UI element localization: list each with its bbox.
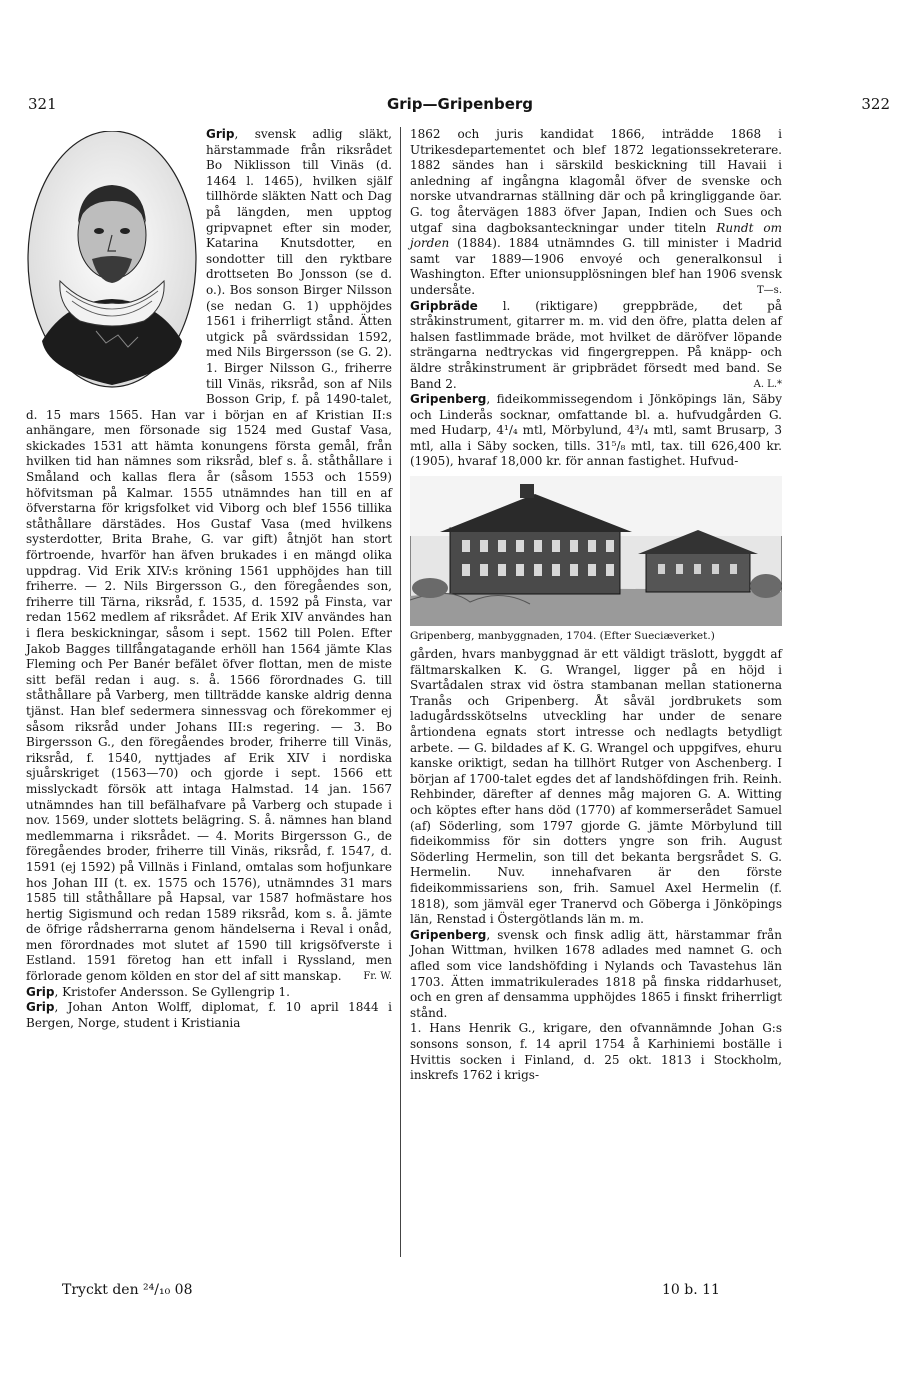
entry-text: , svensk adlig släkt, härstammade från riksrådet Bo Niklisson till Vinäs (d. 1464 l. 1465), hvilken själf tillhörde släkten Natt och Dag på längden, men upptog gripvapnet efter sin moder, Katarina Knutsdotter, en sondotter till den ryktbare drottseten Bo Jonsson (se d. o.). Bos sonson Birger Nilsson (se nedan G. 1) upphöjdes 1561 i friherrligt stånd. Ätten utgick på svärdssidan 1592, med Nils Birgersson (se G. 2). 1. Birger Nilsson G., friherre till Vinäs, riksråd, son af Nils Bosson Grip, f. på 1490-talet, d. 15 mars 1565. Han var i början en af Kristian II:s anhängare, men försonade sig 1524 med Gustaf Vasa, skickades 1531 att hämta konungens första gemål, från hvilken tid han nämnes som riksråd, blef s. å. ståthållare i Småland och kallas flera år (såsom 1553 och 1559) höfvitsman på Kalmar. 1555 utnämndes han till en af öfverstarna för krigsfolket vid Viborg och blef 1556 tillika ståthållare därstädes. Hos Gustaf Vasa (med hvilkens systerdotter, Brita Brahe, G. var gift) åtnjöt han stort förtroende, hvarför han äfven brukades i en mängd olika uppdrag. Vid Erik XIV:s kröning 1561 upphöjdes han till friherre. — 2. Nils Birgersson G., den föregåendes son, friherre till Tärna, riksråd, f. 1535, d. 1592 på Finsta, var redan 1562 medlem af riksrådet. Af Erik XIV användes han i flera beskickningar, såsom i sept. 1562 till Polen. Efter Jakob Bagges tillfångatagande erhöll han 1564 jämte Klas Fleming och Per Banér befälet öfver flottan, men de miste sitt befäl redan i aug. s. å. 1566 förordnades G. till ståthållare på Varberg, men tillträdde kanske aldrig denna tjänst. Han blef sedermera sinnessvag och förekommer ej såsom riksråd under Johans III:s regering. — 3. Bo Birgersson G., den föregåendes broder, friherre till Vinäs, riksråd, f. 1540, nyttjades af Erik XIV i nordiska sjuårskriget (1563—70) och gjorde i sept. 1566 ett misslyckadt försök att intaga Halmstad. 14 jan. 1567 utnämndes han till befälhafvare på Varberg och stupade i nov. 1569, under slottets belägring. S. å. nämnes han bland medlemmarna i riksrådet. — 4. Morits Birgersson G., de föregåendes broder, friherre till Vinäs, riksråd, f. 1547, d. 1591 (ej 1592) på Villnäs i Finland, omtalas som hofjunkare hos Johan III (t. ex. 1575 och 1576), utnämndes 31 mars 1585 till ståthållare på Hapsal, var 1587 hofmästare hos hertig Sigismund och redan 1589 riksråd, kom s. å. jämte de öfrige rådsherrarna genom händelserna i Reval i onåd, men förordnades mot slutet af 1590 till krigsöfverste i Estland. 1591 företog han ett infall i Ryssland, men förlorade genom kölden en stor del af sitt manskap. xyxy=(26,127,392,984)
entry-text: , Kristofer Andersson. Se Gyllengrip 1. xyxy=(54,984,290,999)
entry-gripenberg-hans-henrik xyxy=(410,1021,782,1083)
author-signature: Fr. W. xyxy=(363,971,392,983)
signature-mark: 10 b. 11 xyxy=(662,1282,720,1298)
figure-manor xyxy=(410,476,782,643)
entry-gripenberg-continued xyxy=(410,647,782,928)
entry-gripenberg-att xyxy=(410,928,782,1022)
entry-text: , svensk och finsk adlig ätt, härstammar från Johan Wittman, hvilken 1678 adlades med namnet G. och afled som vice landshöfding i Nylands och Tavastehus län 1703. Ätten immatrikulerades 1818 på finska riddarhuset, och en gren af densamma upphöjdes 1865 i finskt friherrligt stånd. xyxy=(410,927,782,1020)
entry-gripenberg-egendom xyxy=(410,392,782,470)
figure-caption: Gripenberg, manbyggnaden, 1704. (Efter Sueciæverket.) xyxy=(410,630,715,643)
running-title: Grip—Gripenberg xyxy=(386,95,534,113)
author-signature: A. L.* xyxy=(753,378,782,390)
entry-grip-kristofer xyxy=(26,985,392,1001)
entry-grip-johan xyxy=(26,1000,392,1031)
portrait-engraving-icon xyxy=(26,131,198,393)
headword: Grip xyxy=(206,127,235,141)
print-date: Tryckt den ²⁴/₁₀ 08 xyxy=(62,1282,193,1298)
entry-text: 1862 och juris kandidat 1866, inträdde 1868 i Utrikesdepartementet och blef 1872 legationssekreterare. 1882 sändes han i särskild beskickning till Havaii i anledning af ingångna klagomål öfver de svenske och norske utvandrarnas ställning där och på kringliggande öar. G. tog återvägen 1883 öfver Japan, Indien och Sues och utgaf sina dagboksanteckningar under titeln xyxy=(410,127,782,235)
book-title: Rundt om jorden xyxy=(410,220,782,251)
author-signature: T—s. xyxy=(757,284,782,296)
page-number-left: 321 xyxy=(28,95,57,113)
headword: Gripenberg xyxy=(410,927,487,942)
entry-text: , fideikommissegendom i Jönköpings län, Säby och Linderås socknar, omfattande bl. a. hufvudgården G. med Hudarp, 4¹/₄ mtl, Mörbylund, 4³/₄ mtl, samt Brusarp, 3 mtl, alla i Säby socken, tills. 31⁵/₈ mtl, tax. till 626,400 kr. (1905), hvaraf 18,000 kr. för annan fastighet. Hufvud- xyxy=(410,392,782,469)
headword: Gripenberg xyxy=(410,392,487,407)
headword: Grip xyxy=(26,1000,55,1015)
entry-text: gården, hvars manbyggnad är ett väldigt träslott, byggdt af fältmarskalken K. G. Wrangel, ligger på en höjd i Svartådalen strax vid östra stambanan mellan stationerna Tranås och Gripenberg. Åt såväl jordbrukets som ladugårdsskötselns utveckling har under de senare årtiondena egnats stort intresse och nedlagts betydligt arbete. — G. bildades af K. G. Wrangel och uppgifves, ehuru kanske oriktigt, sedan ha tillhört Rutger von Aschenberg. I början af 1700-talet egdes det af landshöfdingen frih. Reinh. Rehbinder, därefter af dennes måg majoren G. A. Witting och köptes efter hans död (1770) af kommerserådet Samuel (af) Söderling, som 1797 gjorde G. jämte Mörbylund till fideikommiss för sin dotters yngre son frih. August Söderling Hermelin, son till det bekanta bergsrådet S. G. Hermelin. Nuv. innehafvaren är den förste fideikommissariens son, frih. Samuel Axel Hermelin (f. 1818), som jämväl eger Tranervd och Göberga i Jönköpings län, Renstad i Östergötlands län m. m. xyxy=(410,647,782,927)
headword: Gripbräde xyxy=(410,298,478,313)
page-header xyxy=(28,95,892,117)
entry-grip-johan-continued xyxy=(410,127,782,299)
entry-text: l. (riktigare) greppbräde, det på stråkinstrument, gitarrer m. m. vid den öfre, platta delen af halsen fastlimmade bräde, mot hvilket de däröfver löpande strängarna nedtryckas vid fingergreppen. På knäpp- och äldre stråkinstrument är gripbrädet försedt med band. Se Band 2. xyxy=(410,298,782,391)
headword: Grip xyxy=(26,984,55,999)
portrait-morits-grip xyxy=(26,131,198,393)
entry-grip-slakt xyxy=(26,127,392,985)
right-column xyxy=(410,127,782,1272)
page-number-right: 322 xyxy=(861,95,890,113)
entry-text: , Johan Anton Wolff, diplomat, f. 10 april 1844 i Bergen, Norge, student i Kristiania xyxy=(26,1000,392,1030)
entry-text: 1. Hans Henrik G., krigare, den ofvannämnde Johan G:s sonsons sonson, f. 14 april 1754 å Karhiniemi boställe i Hvittis socken i Finland, d. 25 okt. 1813 i Stockholm, inskrefs 1762 i krigs- xyxy=(410,1021,782,1083)
entry-gripbrade xyxy=(410,299,782,393)
manor-engraving-icon xyxy=(410,476,782,626)
column-divider xyxy=(400,127,401,1257)
left-column xyxy=(26,127,392,1272)
page-footer xyxy=(0,1282,920,1302)
entry-text: (1884). 1884 utnämndes G. till minister i Madrid samt var 1889—1906 envoyé och generalkonsul i Washington. Efter unionsupplösningen blef han 1906 svensk undersåte. xyxy=(410,236,782,297)
